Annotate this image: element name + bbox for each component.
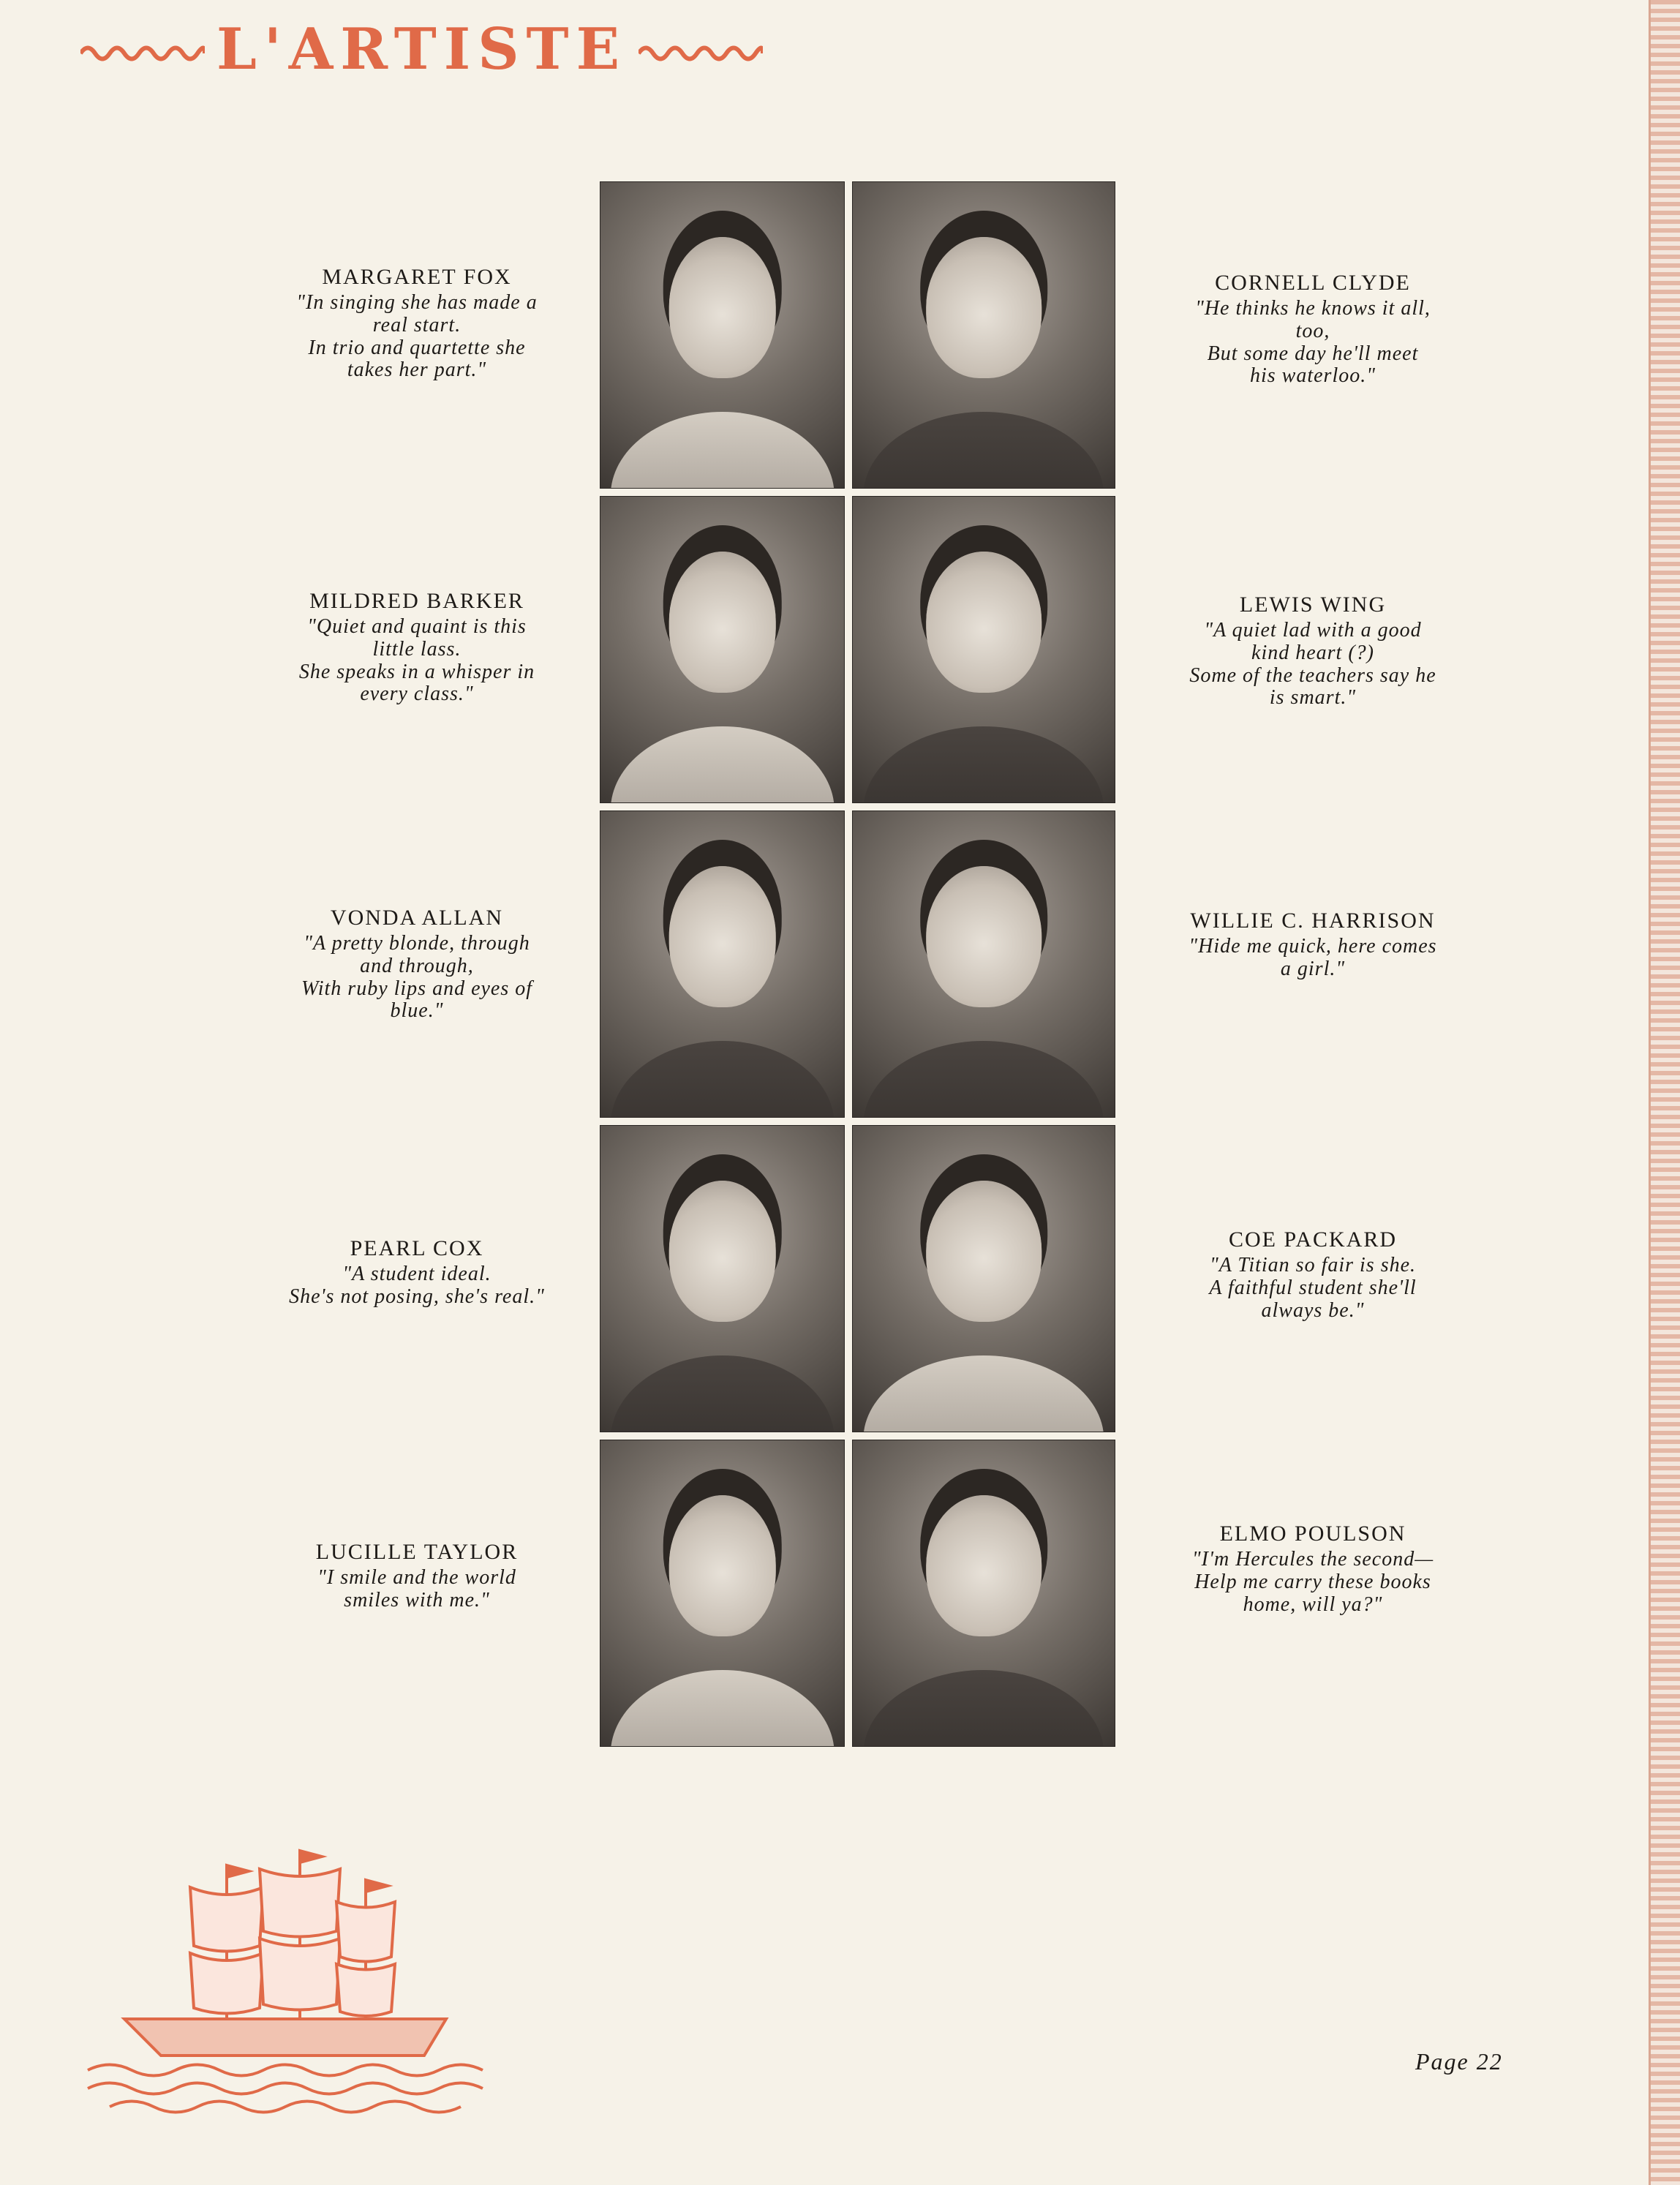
page-header <box>80 16 763 83</box>
student-name: VONDA ALLAN <box>330 906 504 930</box>
portrait-photo <box>600 1125 845 1432</box>
portrait-grid <box>600 181 1115 1747</box>
student-caption <box>1137 1227 1488 1322</box>
student-quote: "I smile and the world smiles with me." <box>317 1566 516 1612</box>
student-caption <box>1137 1522 1488 1616</box>
student-name: ELMO POULSON <box>1219 1522 1406 1546</box>
page-title: L'ARTISTE <box>216 16 628 83</box>
wave-ornament-right-icon <box>639 35 763 64</box>
student-quote: "In singing she has made a real start. In trio and quartette she takes her part." <box>296 291 538 382</box>
student-quote: "Quiet and quaint is this little lass. She speaks in a whisper in every class." <box>298 615 535 706</box>
student-caption <box>260 906 574 1023</box>
portrait-photo <box>852 1440 1115 1747</box>
portrait-photo <box>852 1125 1115 1432</box>
student-name: PEARL COX <box>350 1236 484 1260</box>
student-quote: "A student ideal. She's not posing, she's real." <box>289 1263 545 1308</box>
student-name: LEWIS WING <box>1239 593 1387 617</box>
sailing-ship-icon <box>80 1836 490 2121</box>
portrait-photo <box>852 496 1115 803</box>
wave-ornament-left-icon <box>80 35 205 64</box>
portrait-photo <box>600 811 845 1118</box>
student-caption <box>260 1236 574 1309</box>
portrait-photo <box>600 181 845 489</box>
student-caption <box>1137 593 1488 710</box>
student-quote: "A pretty blonde, through and through, With ruby lips and eyes of blue." <box>301 932 533 1023</box>
student-quote: "A quiet lad with a good kind heart (?) Some of the teachers say he is smart." <box>1189 619 1436 710</box>
book-binding-edge <box>1649 0 1680 2185</box>
student-name: MILDRED BARKER <box>309 589 524 613</box>
student-name: COE PACKARD <box>1228 1227 1398 1252</box>
portrait-photo <box>852 181 1115 489</box>
student-name: CORNELL CLYDE <box>1215 271 1411 295</box>
portrait-photo <box>600 496 845 803</box>
student-name: MARGARET FOX <box>322 265 512 289</box>
portrait-photo <box>600 1440 845 1747</box>
student-quote: "A Titian so fair is she. A faithful student she'll always be." <box>1209 1254 1417 1322</box>
student-quote: "Hide me quick, here comes a girl." <box>1189 935 1437 980</box>
student-caption <box>1137 909 1488 981</box>
student-name: WILLIE C. HARRISON <box>1190 909 1436 933</box>
student-caption <box>260 265 574 382</box>
student-name: LUCILLE TAYLOR <box>315 1540 519 1564</box>
student-caption <box>1137 271 1488 388</box>
student-quote: "He thinks he knows it all, too, But some day he'll meet his waterloo." <box>1195 297 1431 388</box>
student-caption <box>260 589 574 706</box>
student-quote: "I'm Hercules the second— Help me carry these books home, will ya?" <box>1191 1548 1434 1616</box>
student-caption <box>260 1540 574 1612</box>
page-number: Page 22 <box>1415 2048 1503 2075</box>
portrait-photo <box>852 811 1115 1118</box>
